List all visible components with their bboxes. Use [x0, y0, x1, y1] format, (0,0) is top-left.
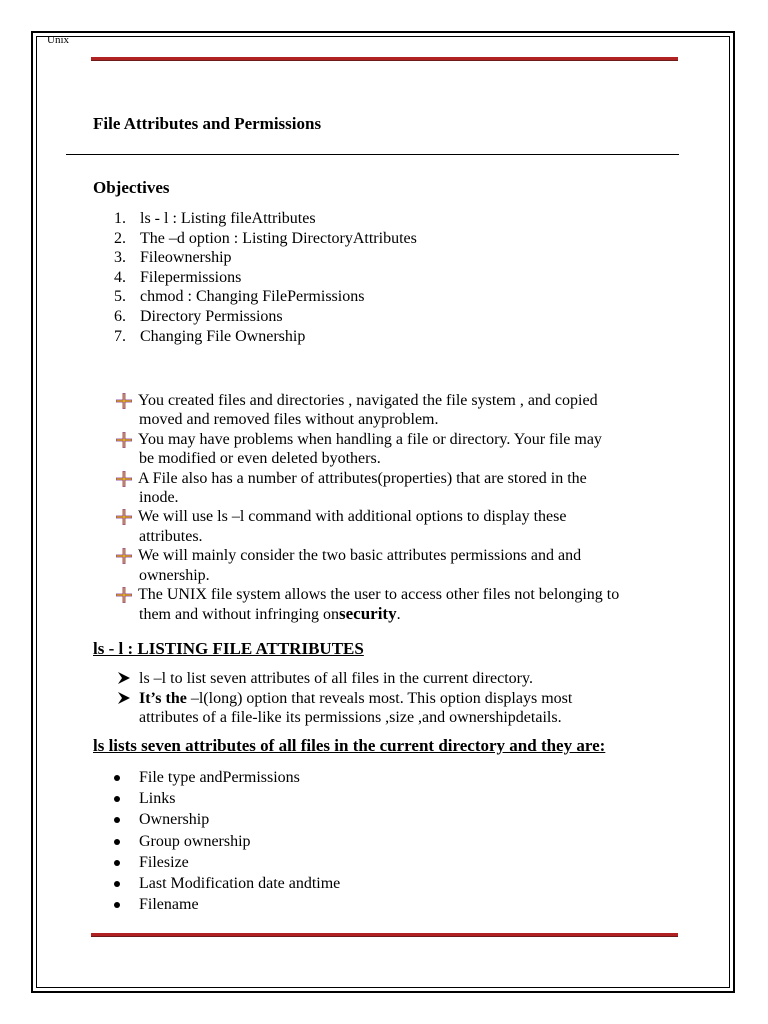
section-heading-attributes: ls lists seven attributes of all files in the current directory and they are: [93, 736, 606, 755]
arrowhead-icon [117, 690, 131, 706]
bullet-dot-icon [114, 796, 120, 802]
objectives-list [93, 209, 653, 346]
list-item: 7. Changing File Ownership [114, 327, 306, 345]
attributes-list [93, 767, 340, 915]
list-item: Links [93, 788, 340, 809]
list-item: Filename [93, 894, 340, 915]
listing-bullets [117, 669, 677, 728]
plus-star-icon [116, 587, 132, 603]
list-item: Group ownership [93, 831, 340, 852]
list-item: We will mainly consider the two basic attributes permissions and and ownership. [115, 546, 685, 585]
list-item: We will use ls –l command with additional options to display these attributes. [115, 507, 685, 546]
list-item: ls –l to list seven attributes of all files in the current directory. [117, 669, 677, 689]
list-item: Last Modification date andtime [93, 873, 340, 894]
list-item: 2. The –d option : Listing DirectoryAttributes [114, 229, 417, 247]
bullet-dot-icon [114, 839, 120, 845]
list-item: 6. Directory Permissions [114, 307, 283, 325]
section-heading-listing: ls - l : LISTING FILE ATTRIBUTES [93, 639, 364, 658]
page-title: File Attributes and Permissions [93, 114, 322, 133]
list-item: 4. Filepermissions [114, 268, 242, 286]
bullet-dot-icon [114, 860, 120, 866]
plus-star-icon [116, 509, 132, 525]
bullet-dot-icon [114, 881, 120, 887]
intro-bullets [115, 391, 685, 625]
list-item: You created files and directories , navigated the file system , and copied moved and removed files without anyproblem. [115, 391, 685, 430]
list-item: 1. ls - l : Listing fileAttributes [114, 210, 316, 227]
title-divider [66, 154, 679, 155]
bullet-dot-icon [114, 902, 120, 908]
plus-star-icon [116, 393, 132, 409]
plus-star-icon [116, 432, 132, 448]
list-item: 5. chmod : Changing FilePermissions [114, 288, 365, 306]
footer-rule [91, 933, 678, 937]
list-item: File type andPermissions [93, 767, 340, 788]
bullet-dot-icon [114, 775, 120, 781]
list-item: It’s the –l(long) option that reveals most. This option displays most attributes of a file-like its permissions ,size ,and ownershipdetails. [117, 689, 677, 728]
objectives-heading: Objectives [93, 178, 170, 197]
header-rule [91, 57, 678, 61]
list-item: The UNIX file system allows the user to access other files not belonging to them and without infringing onsecurity. [115, 585, 685, 625]
list-item: 3. Fileownership [114, 249, 232, 267]
list-item: You may have problems when handling a file or directory. Your file may be modified or even deleted byothers. [115, 430, 685, 469]
list-item: Filesize [93, 852, 340, 873]
bullet-dot-icon [114, 817, 120, 823]
plus-star-icon [116, 548, 132, 564]
plus-star-icon [116, 471, 132, 487]
arrowhead-icon [117, 670, 131, 686]
header-label: Unix [47, 34, 69, 46]
list-item: Ownership [93, 809, 340, 830]
list-item: A File also has a number of attributes(properties) that are stored in the inode. [115, 469, 685, 508]
